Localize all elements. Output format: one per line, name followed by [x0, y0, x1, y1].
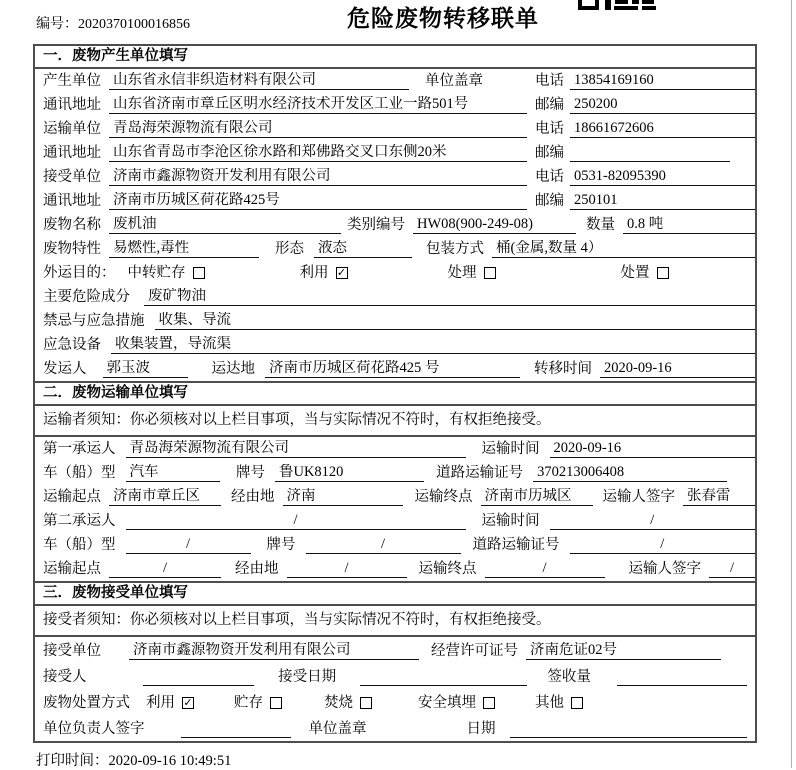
row-shipper [35, 357, 755, 381]
page-right-edge [791, 0, 792, 768]
transporter-sign-label: 运输人签字 [628, 561, 701, 577]
disposal-option-landfill [418, 695, 495, 712]
vehicle-type-label: 车（船）型 [43, 537, 116, 553]
zip-label: 邮编 [535, 145, 564, 161]
disposal-option-storage [234, 695, 282, 712]
accept-unit-label: 接受单位 [43, 643, 101, 659]
carrier2-value: / [126, 512, 466, 530]
receiver-phone-value: 0531-82095390 [570, 168, 755, 186]
origin-label: 运输起点 [43, 489, 101, 505]
receiver-zip-value: 250101 [570, 192, 755, 210]
checkbox-disposal-incinerate [360, 697, 372, 709]
carrier1-value: 青岛海荣源物流有限公司 [126, 440, 466, 458]
transporter-sign2-value: / [709, 560, 755, 578]
row-waste-character [35, 237, 755, 261]
endpoint1-value: 济南市历城区 [481, 488, 593, 506]
unit-seal-label: 单位盖章 [425, 73, 483, 89]
row-receiver [35, 165, 755, 189]
checkbox-disposal-landfill [483, 697, 495, 709]
row-accept-unit [35, 637, 755, 663]
shipper-label: 发运人 [43, 361, 87, 377]
transport-time1-value: 2020-09-16 [550, 440, 756, 458]
transporter-value: 青岛海荣源物流有限公司 [109, 120, 527, 138]
via1-value: 济南 [283, 488, 403, 506]
row-route1 [35, 485, 755, 509]
packaging-value: 桶(金属,数量 4） [492, 240, 755, 258]
option-label: 安全填埋 [418, 695, 476, 711]
responsible-sign-label: 单位负责人签字 [43, 721, 145, 737]
row-carrier1 [35, 437, 755, 461]
option-label: 中转贮存 [127, 265, 186, 281]
producer-zip-value: 250200 [570, 96, 755, 114]
disposal-option-other [535, 695, 583, 712]
form-label: 形态 [275, 241, 304, 257]
category-label: 类别编号 [347, 217, 405, 233]
license-value: 济南危证02号 [526, 642, 721, 660]
transporter-zip-value [570, 145, 730, 162]
form-value: 液态 [314, 240, 412, 258]
row-taboo [35, 309, 755, 333]
vehicle2-value: / [126, 536, 251, 554]
destination-value: 济南市历城区荷花路425 号 [265, 360, 520, 378]
receive-date-value [360, 669, 527, 686]
equipment-label: 应急设备 [43, 337, 101, 353]
received-qty-value [617, 669, 747, 686]
hazard-value: 废矿物油 [144, 288, 755, 306]
equipment-value: 收集装置，导流渠 [111, 336, 755, 354]
row-carrier2 [35, 509, 755, 533]
quantity-label: 数量 [586, 217, 615, 233]
transport-time-label: 运输时间 [481, 441, 540, 457]
section1-body [35, 69, 755, 381]
transfer-date-label: 转移时间 [534, 361, 592, 377]
row-equipment [35, 333, 755, 357]
vehicle1-value: 汽车 [126, 464, 220, 482]
address-label: 通讯地址 [43, 193, 101, 209]
manifest-form [33, 44, 757, 743]
carrier1-label: 第一承运人 [43, 441, 116, 457]
producer-value: 山东省永信非织造材料有限公司 [109, 72, 409, 90]
producer-address-value: 山东省济南市章丘区明水经济技术开发区工业一路501号 [109, 96, 527, 114]
option-label: 处理 [447, 265, 477, 281]
via-label: 经由地 [235, 561, 279, 577]
waste-name-value: 废机油 [109, 216, 341, 234]
endpoint2-value: / [485, 560, 605, 578]
transporter-sign-label: 运输人签字 [602, 489, 675, 505]
waste-name-label: 废物名称 [43, 217, 101, 233]
serial-value: 2020370100016856 [78, 17, 190, 32]
address-label: 通讯地址 [43, 145, 101, 161]
responsible-sign-value [181, 721, 291, 738]
section1-heading: 一．废物产生单位填写 [35, 46, 755, 69]
endpoint-label: 运输终点 [414, 489, 473, 505]
row-transporter-address [35, 141, 755, 165]
transport-time2-value: / [550, 512, 756, 530]
road-permit-label: 道路运输证号 [472, 537, 560, 553]
phone-label: 电话 [535, 121, 564, 137]
row-route2 [35, 557, 755, 581]
serial-label: 编号： [36, 17, 78, 32]
received-qty-label: 签收量 [547, 669, 591, 685]
row-receiver-address [35, 189, 755, 213]
zip-label: 邮编 [535, 193, 564, 209]
phone-label: 电话 [535, 169, 564, 185]
purpose-option-dispose [621, 265, 669, 282]
quantity-value: 0.8 吨 [623, 216, 755, 234]
section2-notice: 运输者须知：你必须核对以上栏目事项，当与实际情况不符时，有权拒绝接受。 [35, 406, 755, 437]
unit-seal-label: 单位盖章 [308, 721, 367, 737]
purpose-option-treat [448, 265, 496, 282]
character-value: 易燃性,毒性 [109, 240, 259, 258]
transport-time-label: 运输时间 [481, 513, 540, 529]
vehicle-type-label: 车（船）型 [43, 465, 116, 481]
transporter-label: 运输单位 [43, 121, 101, 137]
checkbox-dispose [657, 267, 669, 279]
row-purpose [35, 261, 755, 285]
document-header [0, 0, 796, 44]
transporter-phone-value: 18661672606 [570, 120, 755, 138]
recipient-label: 接受人 [43, 669, 87, 685]
zip-label: 邮编 [535, 97, 564, 113]
packaging-label: 包装方式 [426, 241, 484, 257]
row-waste-name [35, 213, 755, 237]
row-recipient [35, 663, 755, 689]
endpoint-label: 运输终点 [418, 561, 477, 577]
transporter-sign1-value: 张春雷 [683, 488, 755, 506]
option-label: 其他 [535, 695, 564, 711]
qr-code-fragment-icon [578, 0, 656, 10]
checkbox-disposal-storage [270, 697, 282, 709]
checkbox-utilize: ✓ [336, 267, 347, 279]
road-permit-label: 道路运输证号 [436, 465, 524, 481]
recipient-value [143, 669, 255, 686]
transfer-date-value: 2020-09-16 [600, 360, 755, 378]
via2-value: / [287, 560, 407, 578]
address-label: 通讯地址 [43, 97, 101, 113]
origin1-value: 济南市章丘区 [109, 488, 221, 506]
via-label: 经由地 [231, 489, 275, 505]
section3-notice: 接受者须知：你必须核对以上栏目事项，当与实际情况不符时，有权拒绝接受。 [35, 606, 755, 637]
section3-heading: 三．废物接受单位填写 [35, 581, 755, 606]
row-disposal [35, 689, 755, 715]
section2-heading: 二．废物运输单位填写 [35, 381, 755, 406]
disposal-option-incinerate [324, 695, 372, 712]
row-vehicle1 [35, 461, 755, 485]
plate2-value: / [306, 536, 461, 554]
row-producer [35, 69, 755, 93]
plate1-value: 鲁UK8120 [275, 464, 424, 482]
shipper-value: 郭玉波 [103, 360, 188, 378]
row-responsible-sign [35, 715, 755, 741]
print-time-value: 2020-09-16 10:49:51 [108, 753, 232, 769]
disposal-label: 废物处置方式 [43, 695, 130, 711]
destination-label: 运达地 [211, 361, 255, 377]
checkbox-disposal-other [571, 697, 583, 709]
checkbox-transfer-storage [193, 267, 205, 279]
receiver-address-value: 济南市历城区荷花路425号 [109, 192, 527, 210]
print-time-label: 打印时间： [36, 753, 109, 769]
row-transporter [35, 117, 755, 141]
row-producer-address [35, 93, 755, 117]
checkbox-disposal-utilize: ✓ [183, 697, 193, 709]
section3-body [35, 637, 755, 741]
taboo-value: 收集、导流 [155, 312, 756, 330]
phone-label: 电话 [535, 73, 564, 89]
option-label: 处置 [620, 265, 650, 281]
purpose-option-utilize [300, 265, 348, 282]
hazard-label: 主要危险成分 [43, 289, 130, 305]
plate-label: 牌号 [235, 465, 265, 481]
character-label: 废物特性 [43, 241, 101, 257]
receiver-label: 接受单位 [43, 169, 101, 185]
accept-unit-value: 济南市鑫源物资开发利用有限公司 [129, 642, 419, 660]
taboo-label: 禁忌与应急措施 [43, 313, 145, 329]
origin-label: 运输起点 [43, 561, 101, 577]
purpose-option-transfer-storage [128, 265, 205, 282]
producer-label: 产生单位 [43, 73, 101, 89]
receive-date-label: 接受日期 [278, 669, 337, 685]
plate-label: 牌号 [266, 537, 296, 553]
row-vehicle2 [35, 533, 755, 557]
carrier2-label: 第二承运人 [43, 513, 116, 529]
license-label: 经营许可证号 [431, 643, 518, 659]
print-time [36, 749, 231, 770]
seal-date-value [510, 721, 748, 738]
disposal-option-utilize [146, 695, 194, 712]
section2-body [35, 437, 755, 581]
page-title: 危险废物转移联单 [347, 6, 539, 31]
road-permit1-value: 370213006408 [533, 464, 727, 482]
seal-date-label: 日期 [466, 721, 496, 737]
road-permit2-value: / [570, 536, 756, 554]
producer-phone-value: 13854169160 [570, 72, 755, 90]
option-label: 焚烧 [324, 695, 353, 711]
option-label: 利用 [146, 695, 175, 711]
receiver-value: 济南市鑫源物资开发利用有限公司 [109, 168, 527, 186]
checkbox-treat [484, 267, 496, 279]
option-label: 利用 [299, 265, 329, 281]
transporter-address-value: 山东省青岛市李沧区徐水路和郑佛路交叉口东侧20米 [109, 144, 527, 162]
option-label: 贮存 [234, 695, 263, 711]
category-value: HW08(900-249-08) [413, 216, 576, 234]
purpose-label: 外运目的： [43, 265, 116, 281]
origin2-value: / [109, 560, 221, 578]
row-hazard [35, 285, 755, 309]
